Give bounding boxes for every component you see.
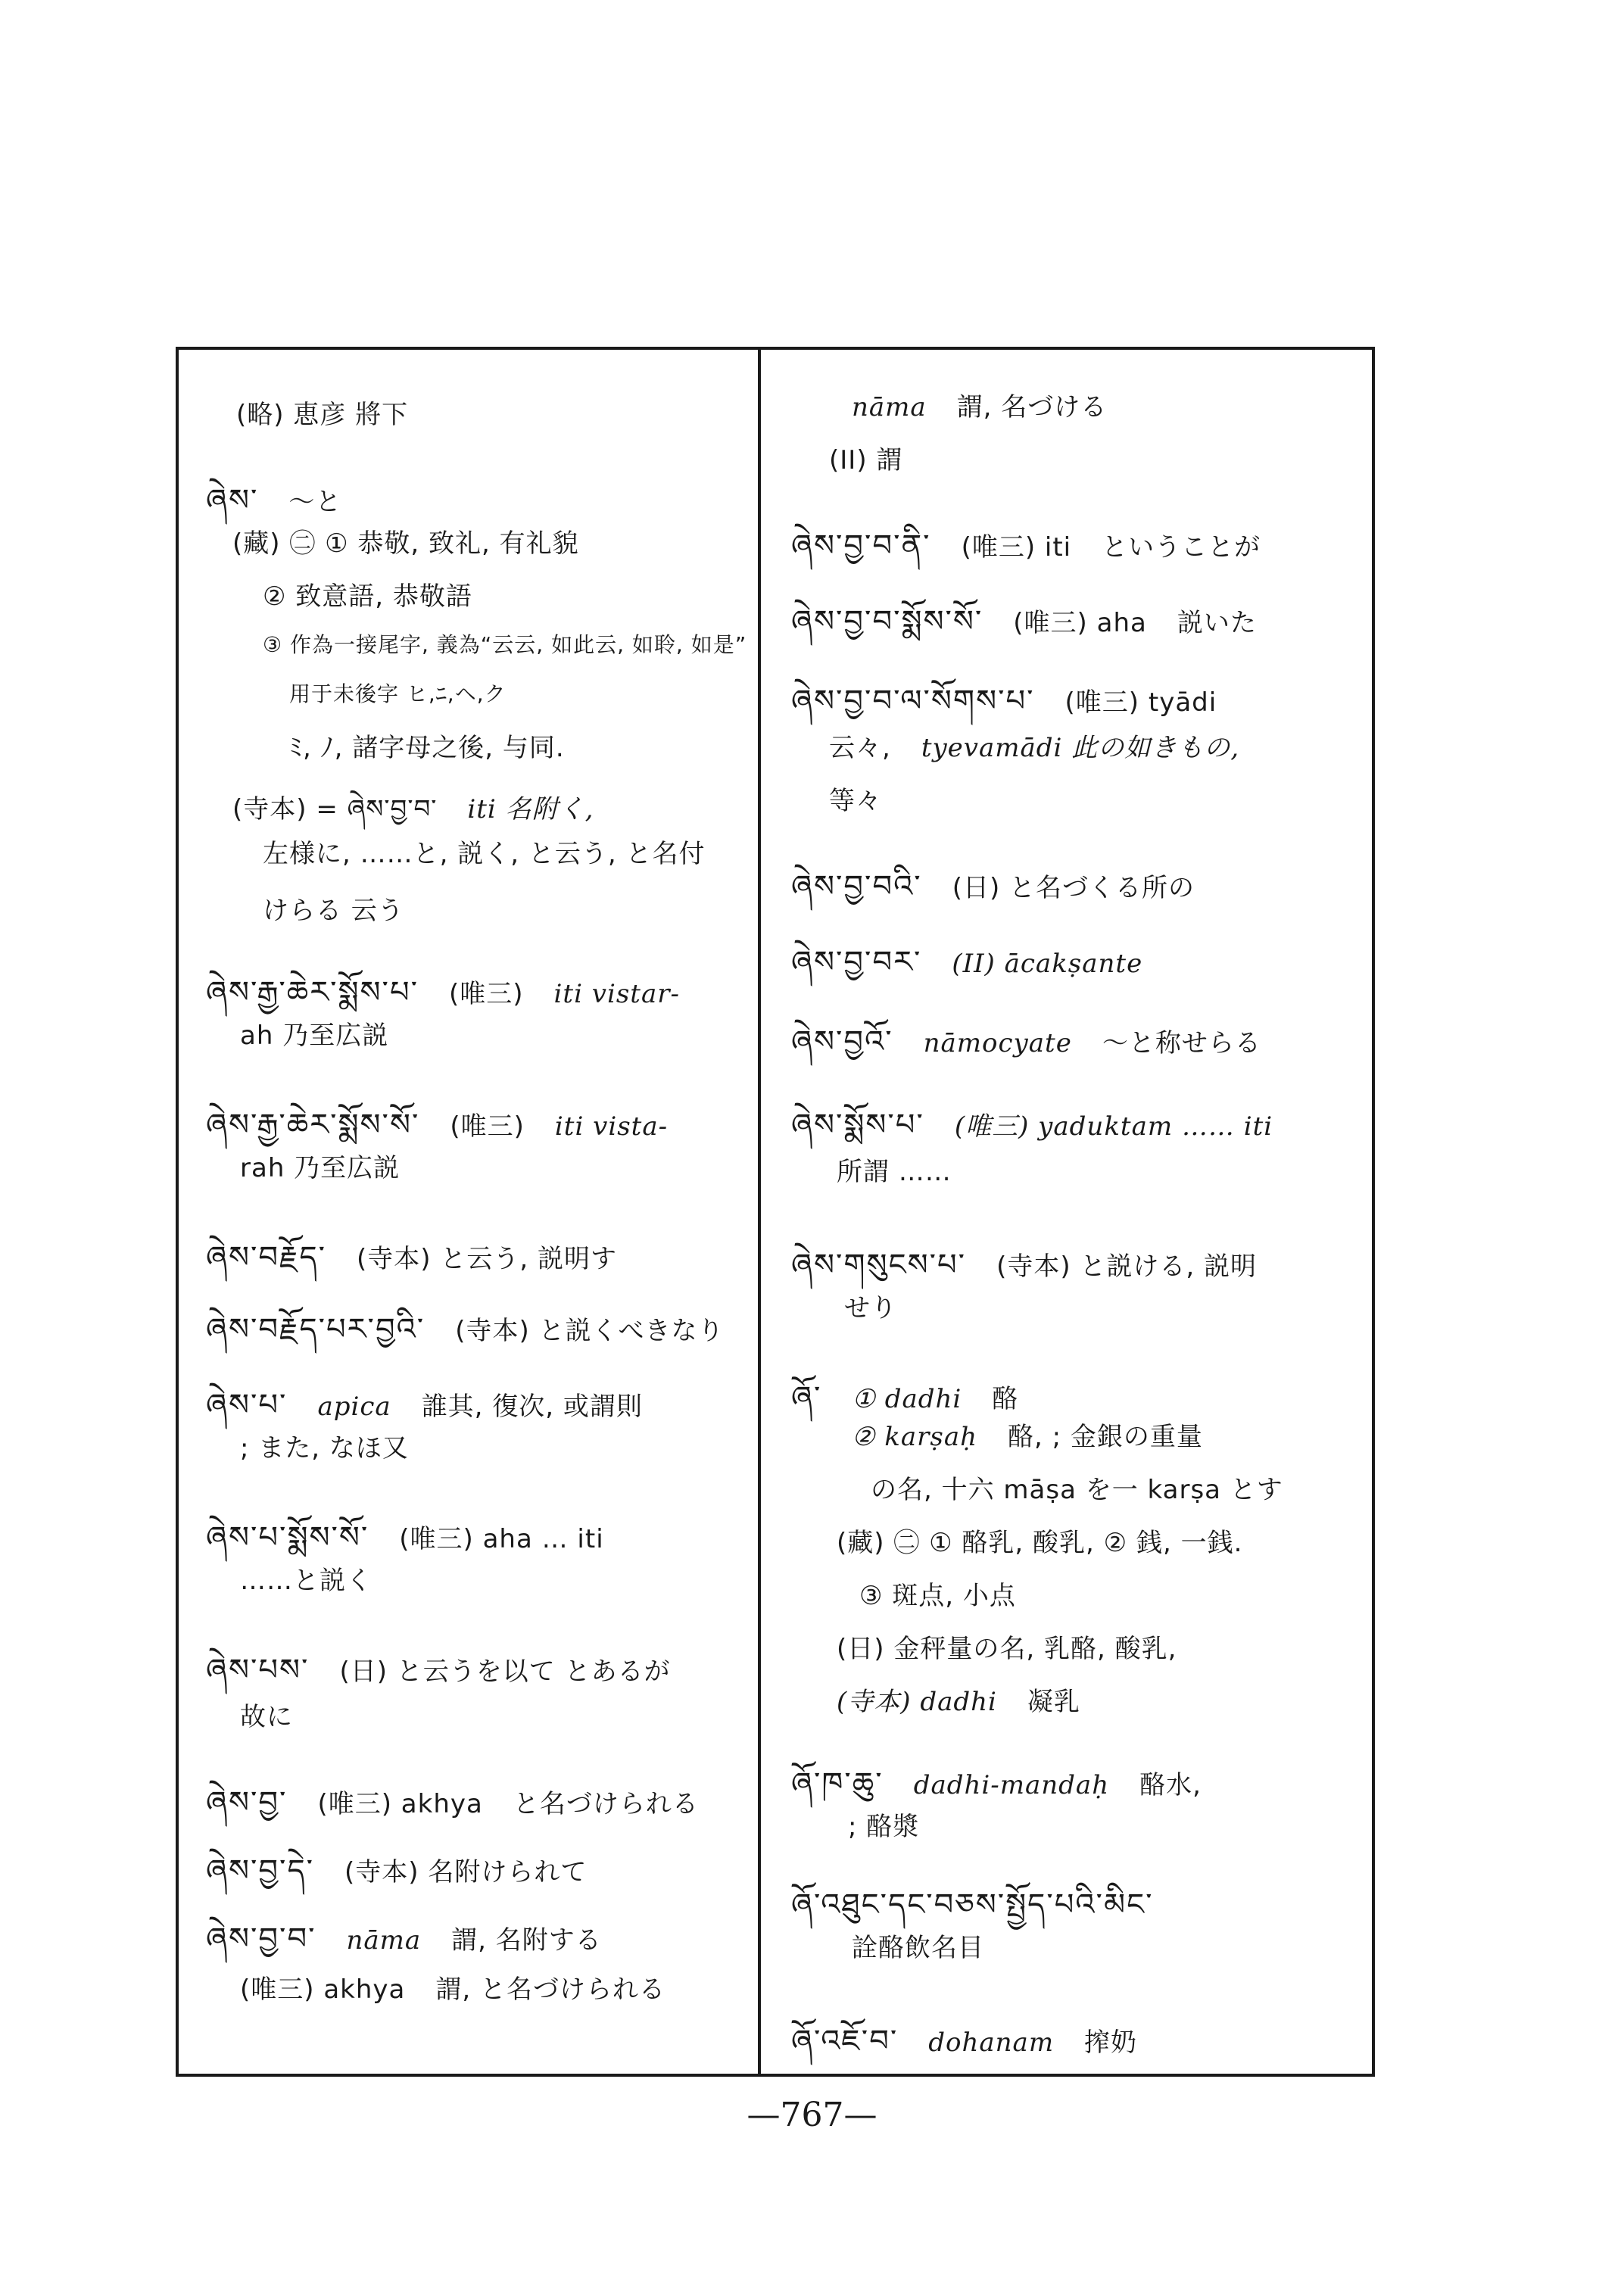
entry-line: ཞོ་ ① dadhi 酪 <box>791 1380 1019 1415</box>
entry-line: nāma 謂, 名づける <box>852 392 1108 422</box>
entry-line: ③ 斑点, 小点 <box>859 1581 1016 1611</box>
column-divider <box>758 347 761 2077</box>
entry-line: (藏) ㊁ ① 酪乳, 酸乳, ② 銭, 一銭. <box>837 1528 1243 1558</box>
entry-line: ③ 作為一接尾字, 義為“云云, 如此云, 如聆, 如是” <box>263 632 747 657</box>
entry-line: ② karṣaḥ 酪, ; 金銀の重量 <box>852 1422 1203 1452</box>
entry-line: ཞེས་ ～と <box>206 483 342 518</box>
entry-line: ཞེས་པ་ apica 誰其, 復次, 或謂則 <box>206 1388 643 1423</box>
page-number: —767— <box>747 2096 877 2134</box>
entry-line: 云々, tyevamādi 此の如きもの, <box>829 733 1240 763</box>
entry-line: ; 酪漿 <box>848 1812 920 1842</box>
entry-line: ཞེས་བརྗོད་པར་བྱའི་ (寺本) と説くべきなり <box>206 1312 725 1347</box>
entry-line: ཞེས་བྱའོ་ nāmocyate ～と称せらる <box>791 1024 1261 1059</box>
entry-line: 用于未後字 ヒ,ﾆ,ヘ,ク <box>289 681 507 706</box>
entry-line: (唯三) akhya 謂, と名づけられる <box>240 1975 665 2005</box>
entry-line: ཞེས་བརྗོད་ (寺本) と云う, 説明す <box>206 1240 617 1275</box>
entry-line: ﾐ, ﾉ, 諸字母之後, 与同. <box>289 733 565 763</box>
entry-line: ཞེས་གསུངས་པ་ (寺本) と説ける, 説明 <box>791 1248 1258 1283</box>
entry-line: ཞེས་རྒྱ་ཆེར་སྨོས་སོ་ (唯三) iti vista- <box>206 1108 669 1142</box>
entry-line: ཞོ་ཁ་ཆུ་ dadhi-mandaḥ 酪水, <box>791 1766 1202 1801</box>
entry-line: ཞེས་བྱ་བ་ nāma 謂, 名附する <box>206 1922 602 1956</box>
entry-line: rah 乃至広説 <box>240 1153 401 1183</box>
entry-line: (藏) ㊁ ① 恭敬, 致礼, 有礼貌 <box>232 528 579 559</box>
entry-line: ཞེས་བྱ་བ་ལ་སོགས་པ་ (唯三) tyādi <box>791 684 1217 718</box>
entry-line: ……と説く <box>240 1566 372 1596</box>
entry-line: 詮酪飲名目 <box>852 1933 984 1963</box>
entry-line: けらる 云う <box>263 896 404 926</box>
entry-line: ཞེས་བྱ་བའི་ (日) と名づくる所の <box>791 869 1195 904</box>
entry-line: ཞེས་བྱ་བ་ནི་ (唯三) iti ということが <box>791 528 1261 563</box>
entry-line: 故に <box>240 1702 293 1732</box>
entry-line: ཞོ་འཇོ་བ་ dohanam 搾奶 <box>791 2024 1138 2059</box>
entry-line: ; また, なほ又 <box>240 1433 409 1463</box>
entry-line: ཞེས་བྱ་ (唯三) akhya と名づけられる <box>206 1785 699 1820</box>
entry-line: ② 致意語, 恭敬語 <box>263 581 472 612</box>
entry-line: ཞེས་པ་སྨོས་སོ་ (唯三) aha … iti <box>206 1520 604 1555</box>
entry-line: ཞེས་པས་ (日) と云うを以て とあるが <box>206 1653 671 1688</box>
entry-line: (寺本) = ཞེས་བྱ་བ་ iti 名附く, <box>232 794 594 824</box>
entry-line: ཞེས་བྱ་བ་སྨོས་སོ་ (唯三) aha 説いた <box>791 604 1257 639</box>
entry-line: ཞེས་བྱ་དེ་ (寺本) 名附けられて <box>206 1853 588 1888</box>
entry-line: 等々 <box>829 786 882 816</box>
entry-line: (寺本) dadhi 凝乳 <box>837 1687 1080 1717</box>
entry-line: 左様に, ……と, 説く, と云う, と名付 <box>263 839 706 869</box>
entry-line: (略) 恵彦 將下 <box>236 400 409 430</box>
entry-line: ah 乃至広説 <box>240 1021 389 1051</box>
entry-line: (日) 金秤量の名, 乳酪, 酸乳, <box>837 1634 1177 1664</box>
entry-line: せり <box>844 1293 897 1323</box>
entry-line: (II) 謂 <box>829 445 903 475</box>
entry-line: ཞོ་འཐུང་དང་བཅས་སྤྱོད་པའི་མིང་ <box>791 1887 1154 1922</box>
entry-line: ཞེས་སྨོས་པ་ (唯三) yaduktam …… iti <box>791 1108 1273 1142</box>
entry-line: ཞེས་བྱ་བར་ (II) ācakṣante <box>791 945 1143 980</box>
entry-line: 所謂 …… <box>837 1157 952 1187</box>
entry-line: の名, 十六 māṣa を一 karṣa とす <box>871 1475 1283 1505</box>
entry-line: ཞེས་རྒྱ་ཆེར་སྨོས་པ་ (唯三) iti vistar- <box>206 975 680 1010</box>
